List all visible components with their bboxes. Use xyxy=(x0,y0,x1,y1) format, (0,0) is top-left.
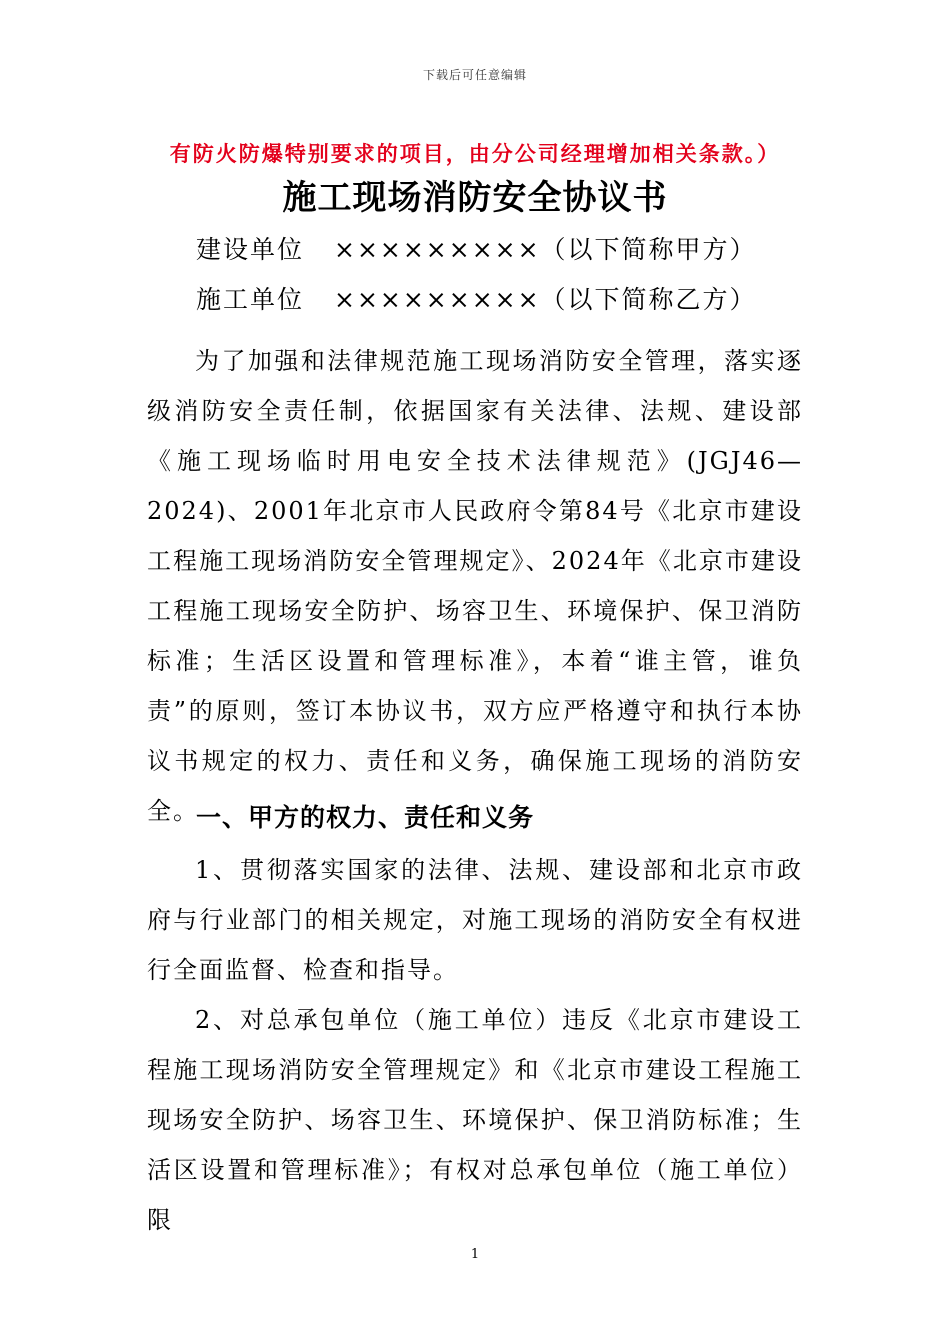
document-title: 施工现场消防安全协议书 xyxy=(282,178,668,218)
party-b-value: ×××××××××（以下简称乙方） xyxy=(334,285,757,314)
red-note: 有防火防爆特别要求的项目，由分公司经理增加相关条款。） xyxy=(169,142,781,166)
intro-paragraph: 为了加强和法律规范施工现场消防安全管理，落实逐级消防安全责任制，依据国家有关法律、法规、建设部《施工现场临时用电安全技术法律规范》(JGJ46—2024)、2001年北京市人民政府令第84号《北京市建设工程施工现场消防安全管理规定》、2024年《北京市建设工程施工现场安全防护、场容卫生、环境保护、保卫消防标准；生活区设置和管理标准》，本着“谁主管，谁负责”的原则，签订本协议书，双方应严格遵守和执行本协议书规定的权力、责任和义务，确保施工现场的消防安全。 xyxy=(147,347,803,825)
party-a-line xyxy=(196,230,757,266)
clause-1: 1、贯彻落实国家的法律、法规、建设部和北京市政府与行业部门的相关规定，对施工现场的消防安全有权进行全面监督、检查和指导。 xyxy=(147,856,803,984)
party-a-value: ×××××××××（以下简称甲方） xyxy=(334,235,757,264)
page-number: 1 xyxy=(470,1247,480,1262)
clause-2: 2、对总承包单位（施工单位）违反《北京市建设工程施工现场消防安全管理规定》和《北京市建设工程施工现场安全防护、场容卫生、环境保护、保卫消防标准；生活区设置和管理标准》；有权对总承包单位（施工单位）限 xyxy=(147,1006,803,1234)
party-b-line xyxy=(196,280,757,316)
section-heading: 一、甲方的权力、责任和义务 xyxy=(196,803,535,832)
header-note: 下载后可任意编辑 xyxy=(422,68,527,82)
party-b-label: 施工单位 xyxy=(196,285,305,314)
party-a-label: 建设单位 xyxy=(196,235,305,264)
